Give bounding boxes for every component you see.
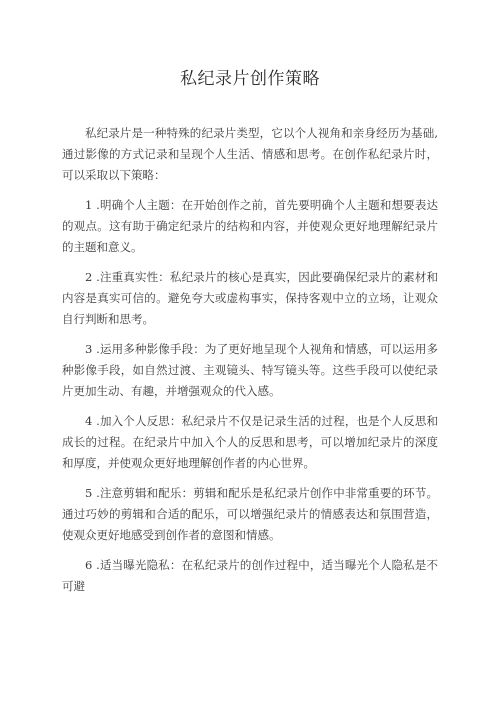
strategy-paragraph-5: 5 .注意剪辑和配乐：剪辑和配乐是私纪录片创作中非常重要的环节。通过巧妙的剪辑和合适的配乐，可以增强纪录片的情感表达和氛围营造，使观众更好地感受到创作者的意图和情感。 [62,486,438,542]
intro-paragraph: 私纪录片是一种特殊的纪录片类型，它以个人视角和亲身经历为基础, 通过影像的方式记录和呈现个人生活、情感和思考。在创作私纪录片时，可以采取以下策略： [62,126,438,182]
strategy-paragraph-2: 2 .注重真实性：私纪录片的核心是真实，因此要确保纪录片的素材和内容是真实可信的。避免夸大或虚构事实，保持客观中立的立场，让观众自行判断和思考。 [62,270,438,326]
strategy-paragraph-4: 4 .加入个人反思：私纪录片不仅是记录生活的过程，也是个人反思和成长的过程。在纪录片中加入个人的反思和思考，可以增加纪录片的深度和厚度，并使观众更好地理解创作者的内心世界。 [62,414,438,470]
document-title: 私纪录片创作策略 [180,69,320,89]
strategy-paragraph-1: 1 .明确个人主题：在开始创作之前，首先要明确个人主题和想要表达的观点。这有助于确定纪录片的结构和内容，并使观众更好地理解纪录片的主题和意义。 [62,198,438,254]
strategy-paragraph-3: 3 .运用多种影像手段：为了更好地呈现个人视角和情感，可以运用多种影像手段，如自然过渡、主观镜头、特写镜头等。这些手段可以使纪录片更加生动、有趣，并增强观众的代入感。 [62,342,438,398]
strategy-paragraph-6: 6 .适当曝光隐私：在私纪录片的创作过程中，适当曝光个人隐私是不可避 [62,558,438,593]
